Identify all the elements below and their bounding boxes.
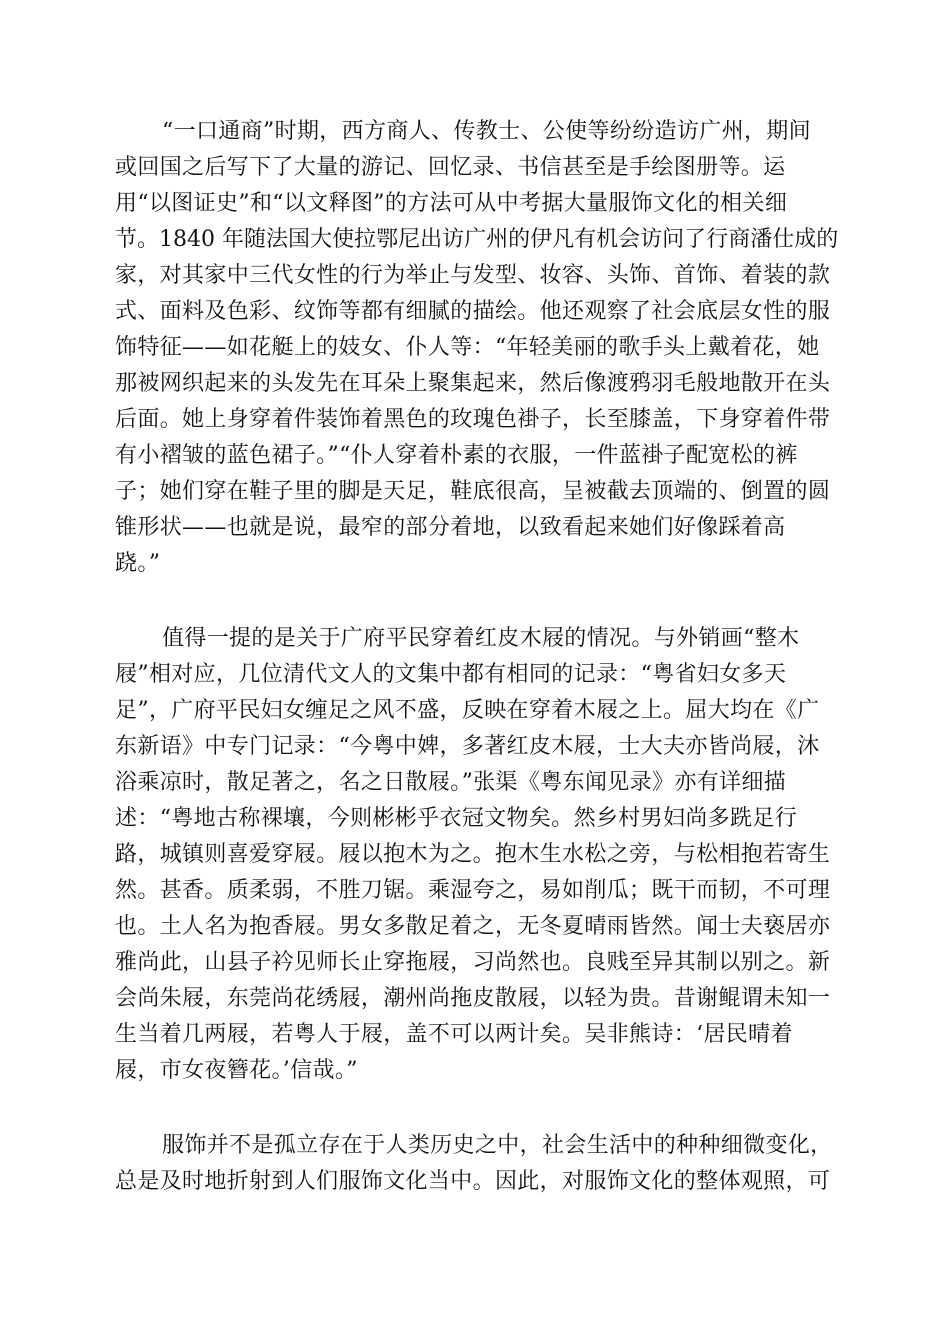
text-line: 式、面料及色彩、纹饰等都有细腻的描绘。他还观察了社会底层女性的服 [115,299,831,324]
text-line: 节。1840 年随法国大使拉鄂尼出访广州的伊凡有机会访问了行商潘仕成的 [115,227,839,252]
text-line: 子；她们穿在鞋子里的脚是天足，鞋底很高，呈被截去顶端的、倒置的圆 [115,479,831,504]
text-line: 屐，市女夜簪花。’信哉。” [115,1058,358,1083]
text-line: 服饰并不是孤立存在于人类历史之中，社会生活中的种种细微变化， [162,1133,833,1158]
text-line: 后面。她上身穿着件装饰着黑色的玫瑰色褂子，长至膝盖，下身穿着件带 [115,407,831,432]
text-line: 用“以图证史”和“以文释图”的方法可从中考据大量服饰文化的相关细 [115,191,788,216]
text-line: 总是及时地折射到人们服饰文化当中。因此，对服饰文化的整体观照，可 [115,1169,831,1194]
text-line: “一口通商”时期，西方商人、传教士、公使等纷纷造访广州，期间 [162,119,811,144]
text-line: 浴乘凉时，散足著之，名之日散屐。”张渠《粤东闻见录》亦有详细描 [115,770,787,795]
text-line: 雅尚此，山县子衿见师长止穿拖屐，习尚然也。良贱至异其制以别之。新 [115,950,831,975]
text-line: 足”，广府平民妇女缠足之风不盛，反映在穿着木屐之上。屈大均在《广 [115,698,820,723]
text-line: 跷。” [115,551,161,576]
text-line: 会尚朱屐，东莞尚花绣屐，潮州尚拖皮散屐，以轻为贵。昔谢鲲谓未知一 [115,986,831,1011]
text-line: 屐”相对应，几位清代文人的文集中都有相同的记录：“粤省妇女多天 [115,662,787,687]
text-line: 也。土人名为抱香屐。男女多散足着之，无冬夏晴雨皆然。闻士夫亵居亦 [115,914,831,939]
text-line: 值得一提的是关于广府平民穿着红皮木屐的情况。与外销画“整木 [162,626,800,651]
text-line: 然。甚香。质柔弱，不胜刀锯。乘湿夸之，易如削瓜；既干而韧，不可理 [115,878,831,903]
text-line: 路，城镇则喜爱穿屐。屐以抱木为之。抱木生水松之旁，与松相抱若寄生 [115,842,831,867]
text-line: 述：“粤地古称裸壤，今则彬彬乎衣冠文物矣。然乡村男妇尚多跣足行 [115,806,798,831]
text-line: 生当着几两屐，若粤人于屐，盖不可以两计矣。吴非熊诗：‘居民晴着 [115,1022,793,1047]
text-line: 东新语》中专门记录：“今粤中婢，多著红皮木屐，士大夫亦皆尚屐，沐 [115,734,820,759]
text-line: 或回国之后写下了大量的游记、回忆录、书信甚至是手绘图册等。运 [115,155,786,180]
text-line: 锥形状——也就是说，最窄的部分着地，以致看起来她们好像踩着高 [115,515,786,540]
text-line: 家，对其家中三代女性的行为举止与发型、妆容、头饰、首饰、着装的款 [115,263,831,288]
text-line: 那被网织起来的头发先在耳朵上聚集起来，然后像渡鸦羽毛般地散开在头 [115,371,831,396]
text-line: 有小褶皱的蓝色裙子。”“仆人穿着朴素的衣服，一件蓝褂子配宽松的裤 [115,443,798,468]
text-line: 饰特征——如花艇上的妓女、仆人等：“年轻美丽的歌手头上戴着花，她 [115,335,820,360]
